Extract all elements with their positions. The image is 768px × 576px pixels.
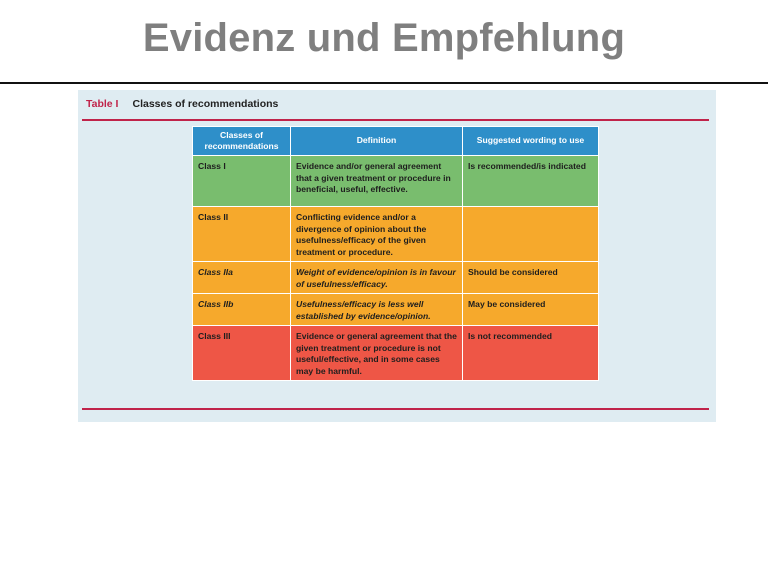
cell-definition: Usefulness/efficacy is less well established by evidence/opinion.	[291, 294, 463, 326]
header-classes: Classes of recommendations	[193, 127, 291, 156]
table-row-class-ii	[193, 207, 599, 262]
table-row-class-iia	[193, 262, 599, 294]
cell-class: Class II	[193, 207, 291, 262]
table-caption	[86, 98, 278, 110]
title-divider	[0, 82, 768, 84]
cell-definition: Evidence or general agreement that the given treatment or procedure is not useful/effective, and in some cases may be harmful.	[291, 326, 463, 381]
table-row-class-i	[193, 156, 599, 207]
header-wording: Suggested wording to use	[463, 127, 599, 156]
header-definition: Definition	[291, 127, 463, 156]
cell-class: Class IIb	[193, 294, 291, 326]
slide-title: Evidenz und Empfehlung	[142, 16, 626, 60]
cell-definition: Conflicting evidence and/or a divergence of opinion about the usefulness/efficacy of the given treatment or procedure.	[291, 207, 463, 262]
table-row-class-iii	[193, 326, 599, 381]
table-caption-text: Classes of recommendations	[132, 98, 279, 110]
table-header-row	[193, 127, 599, 156]
cell-wording	[463, 207, 599, 262]
cell-wording: Is not recommended	[463, 326, 599, 381]
cell-class: Class III	[193, 326, 291, 381]
cell-wording: Is recommended/is indicated	[463, 156, 599, 207]
caption-rule-bottom	[82, 408, 709, 410]
cell-wording: May be considered	[463, 294, 599, 326]
recommendations-table-figure	[78, 90, 716, 422]
cell-class: Class I	[193, 156, 291, 207]
table-row-class-iib	[193, 294, 599, 326]
cell-class: Class IIa	[193, 262, 291, 294]
cell-definition: Weight of evidence/opinion is in favour of usefulness/efficacy.	[291, 262, 463, 294]
cell-definition: Evidence and/or general agreement that a given treatment or procedure in beneficial, useful, effective.	[291, 156, 463, 207]
classes-of-recommendations-table	[192, 126, 599, 381]
table-label: Table I	[86, 98, 119, 110]
caption-rule-top	[82, 119, 709, 121]
cell-wording: Should be considered	[463, 262, 599, 294]
